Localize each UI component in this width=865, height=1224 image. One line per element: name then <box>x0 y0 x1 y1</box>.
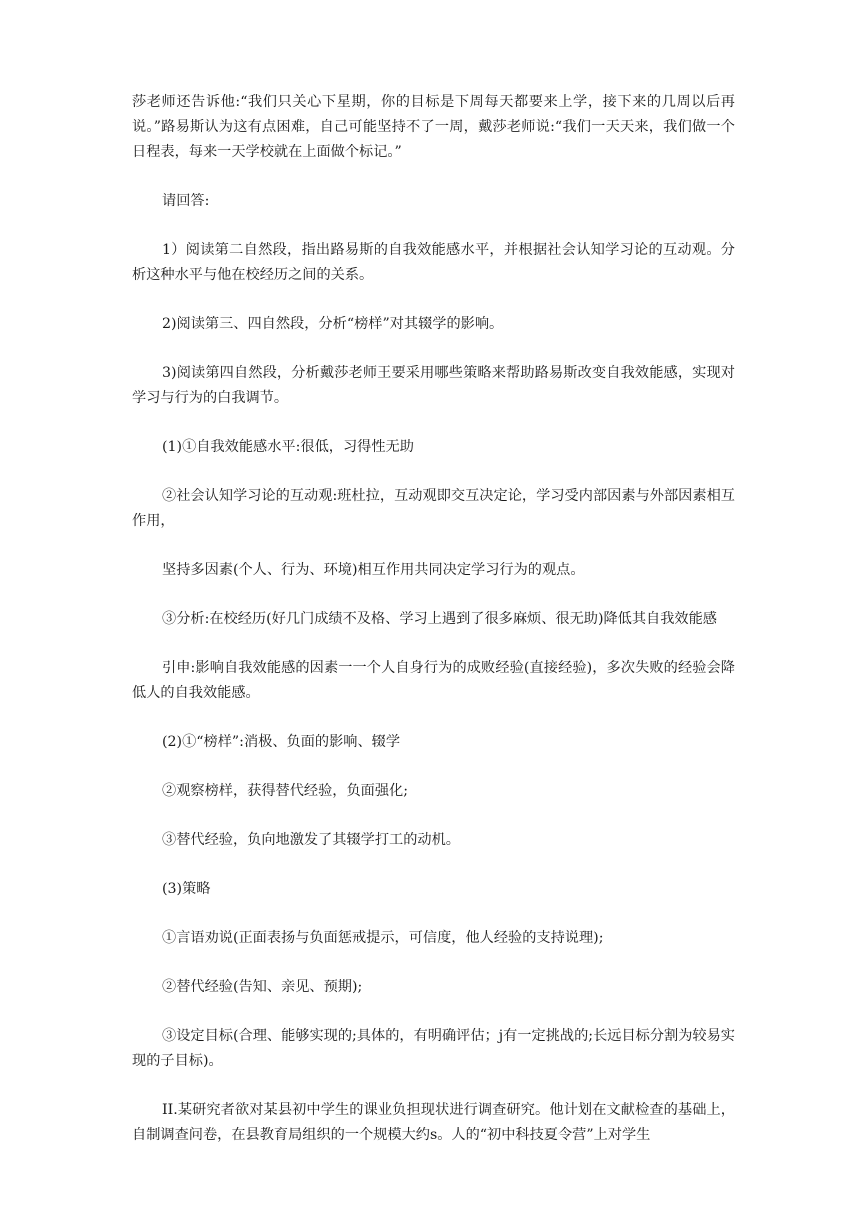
answer-2-observe: ②观察榜样，获得替代经验，负面强化; <box>162 783 408 799</box>
answer-2-role-model: (2)①“榜样”:消极、负面的影响、辍学 <box>162 734 401 750</box>
answer-3-goal-setting: ③设定目标(合理、能够实现的;具体的，有明确评估；j有一定挑战的;长远目标分割为较易实现的子目标)。 <box>132 1028 735 1069</box>
section-ii-intro: II.某研究者欲对某县初中学生的课业负担现状进行调查研究。他计划在文献检查的基础上，自制调查问卷，在县教育局组织的一个规模大约s。人的“初中科技夏令营”上对学生 <box>132 1102 735 1143</box>
question-2: 2)阅读第三、四自然段，分析“榜样”对其辍学的影响。 <box>162 316 504 332</box>
answer-1-extension: 引申:影响自我效能感的因素一一个人自身行为的成败经验(直接经验)，多次失败的经验会降低人的自我效能感。 <box>132 660 735 701</box>
answer-1-level: (1)①自我效能感水平:很低，习得性无助 <box>162 439 414 455</box>
answer-3-vicarious: ②替代经验(告知、亲见、预期); <box>162 979 363 995</box>
answer-1-analysis: ③分析:在校经历(好几门成绩不及格、学习上遇到了很多麻烦、很无助)降低其自我效能感 <box>162 611 717 627</box>
answer-3-persuasion: ①言语劝说(正面表扬与负面惩戒提示，可信度，他人经验的支持说理); <box>162 930 604 946</box>
answer-1-multifactor: 坚持多因素(个人、行为、环境)相互作用共同决定学习行为的观点。 <box>162 562 585 578</box>
question-1: 1）阅读第二自然段，指出路易斯的自我效能感水平，并根据社会认知学习论的互动观。分析这种水平与他在校经历之间的关系。 <box>132 242 735 283</box>
paragraph-please-answer: 请回答: <box>162 193 210 209</box>
document-page <box>132 90 735 1172</box>
paragraph-teacher-quote: 莎老师还告诉他:“我们只关心下星期，你的目标是下周每天都要来上学，接下来的几周以后再说。”路易斯认为这有点困难，自己可能坚持不了一周，戴莎老师说:“我们一天天来，我们做一个日程表，每来一天学校就在上面做个标记。” <box>132 94 735 160</box>
question-3: 3)阅读第四自然段，分析戴莎老师王要采用哪些策略来帮助路易斯改变自我效能感，实现对学习与行为的白我调节。 <box>132 365 735 406</box>
answer-3-heading: (3)策略 <box>162 881 211 897</box>
answer-2-vicarious: ③替代经验，负向地激发了其辍学打工的动机。 <box>162 832 460 848</box>
answer-1-interaction-view: ②社会认知学习论的互动观:班杜拉，互动观即交互决定论，学习受内部因素与外部因素相互作用， <box>132 488 735 529</box>
